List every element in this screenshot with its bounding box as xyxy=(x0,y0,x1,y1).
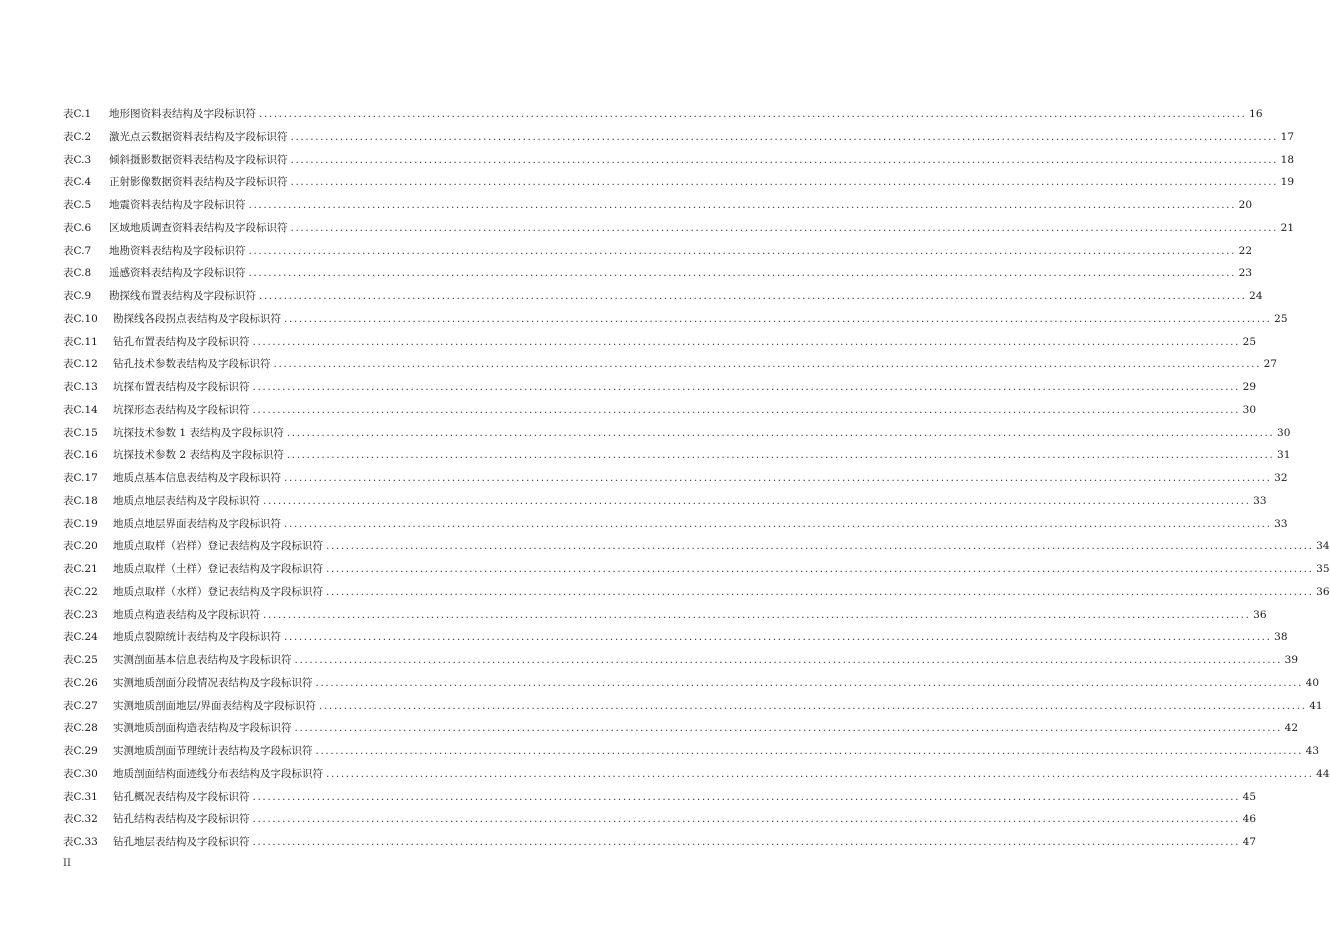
toc-leader-dots: ........................................................................................................................................................................................................ xyxy=(263,608,1251,621)
toc-entry-page: 27 xyxy=(1263,358,1278,371)
toc-entry-number: 表C.28 xyxy=(63,722,98,735)
toc-leader-dots: ........................................................................................................................................................................................................ xyxy=(252,381,1241,393)
toc-entry-page: 35 xyxy=(1316,563,1330,575)
toc-entry-page: 24 xyxy=(1249,290,1263,302)
toc-leader-dots: ........................................................................................................................................................................................................ xyxy=(326,585,1314,598)
toc-entry-number: 表C.18 xyxy=(63,494,98,507)
toc-entry-number: 表C.11 xyxy=(63,335,98,348)
toc-entry-page: 29 xyxy=(1242,381,1257,393)
toc-entry-page: 16 xyxy=(1249,108,1263,120)
toc-entry-page: 17 xyxy=(1280,130,1295,143)
toc-entry-number: 表C.7 xyxy=(63,244,92,257)
toc-entry-number: 表C.13 xyxy=(63,381,98,393)
toc-entry-page: 25 xyxy=(1242,335,1257,348)
toc-leader-dots: ........................................................................................................................................................................................................ xyxy=(284,472,1272,484)
toc-entry-title: 钻孔地层表结构及字段标识符 xyxy=(113,836,250,848)
toc-entry-title: 坑探布置表结构及字段标识符 xyxy=(113,381,250,393)
toc-entry-number: 表C.26 xyxy=(63,676,98,689)
toc-entry-page: 23 xyxy=(1238,267,1253,280)
toc-entry[interactable] xyxy=(63,240,1253,263)
toc-entry[interactable] xyxy=(63,808,1257,831)
toc-entry-title: 坑探技术参数 1 表结构及字段标识符 xyxy=(113,426,284,439)
toc-entry-number: 表C.10 xyxy=(63,312,98,325)
toc-entry-number: 表C.3 xyxy=(63,153,92,166)
toc-entry[interactable] xyxy=(63,695,1323,718)
toc-leader-dots: ........................................................................................................................................................................................................ xyxy=(284,517,1272,530)
toc-entry-title: 地质点取样（岩样）登记表结构及字段标识符 xyxy=(113,540,323,553)
toc-entry-number: 表C.32 xyxy=(63,813,98,826)
toc-entry[interactable] xyxy=(63,149,1295,172)
toc-leader-dots: ........................................................................................................................................................................................................ xyxy=(315,745,1304,757)
toc-entry[interactable] xyxy=(63,399,1257,422)
toc-entry-number: 表C.22 xyxy=(63,585,98,598)
toc-entry[interactable] xyxy=(63,535,1330,558)
toc-entry-title: 地勘资料表结构及字段标识符 xyxy=(109,244,246,257)
toc-entry-title: 地质剖面结构面迹线分布表结构及字段标识符 xyxy=(113,767,323,780)
toc-entry[interactable] xyxy=(63,285,1263,308)
toc-entry-title: 地质点基本信息表结构及字段标识符 xyxy=(113,472,281,484)
toc-entry-title: 地震资料表结构及字段标识符 xyxy=(109,199,246,211)
toc-entry[interactable] xyxy=(63,717,1299,740)
toc-entry-number: 表C.14 xyxy=(63,403,98,416)
toc-entry-page: 31 xyxy=(1277,449,1291,462)
toc-leader-dots: ........................................................................................................................................................................................................ xyxy=(248,267,1237,280)
toc-leader-dots: ........................................................................................................................................................................................................ xyxy=(319,699,1307,712)
toc-entry-number: 表C.31 xyxy=(63,790,98,803)
toc-entry-title: 遥感资料表结构及字段标识符 xyxy=(109,267,246,280)
toc-leader-dots: ........................................................................................................................................................................................................ xyxy=(248,244,1237,257)
toc-entry[interactable] xyxy=(63,262,1253,285)
toc-leader-dots: ........................................................................................................................................................................................................ xyxy=(252,813,1241,826)
page-number: II xyxy=(63,858,71,869)
toc-entry-title: 钻孔结构表结构及字段标识符 xyxy=(113,813,250,826)
toc-entry-page: 42 xyxy=(1284,722,1299,735)
toc-leader-dots: ........................................................................................................................................................................................................ xyxy=(248,199,1237,211)
toc-entry-page: 46 xyxy=(1242,813,1257,826)
toc-entry-number: 表C.27 xyxy=(63,699,98,712)
toc-entry-number: 表C.20 xyxy=(63,540,98,553)
toc-entry-title: 地质点裂隙统计表结构及字段标识符 xyxy=(113,631,281,644)
toc-leader-dots: ........................................................................................................................................................................................................ xyxy=(259,108,1247,120)
toc-entry-number: 表C.19 xyxy=(63,517,98,530)
toc-entry-page: 36 xyxy=(1253,608,1267,621)
toc-entry[interactable] xyxy=(63,353,1278,376)
toc-entry-number: 表C.1 xyxy=(63,108,92,120)
toc-entry[interactable] xyxy=(63,604,1267,627)
toc-entry-number: 表C.29 xyxy=(63,745,98,757)
toc-entry-title: 钻孔概况表结构及字段标识符 xyxy=(113,790,250,803)
toc-leader-dots: ........................................................................................................................................................................................................ xyxy=(290,130,1279,143)
toc-entry-number: 表C.16 xyxy=(63,449,98,462)
toc-entry-page: 21 xyxy=(1280,221,1295,234)
toc-entry-page: 40 xyxy=(1305,676,1320,689)
toc-entry[interactable] xyxy=(63,467,1288,490)
toc-entry[interactable] xyxy=(63,740,1320,763)
toc-entry[interactable] xyxy=(63,194,1253,217)
toc-entry[interactable] xyxy=(63,308,1288,331)
toc-entry-number: 表C.4 xyxy=(63,176,92,189)
toc-entry[interactable] xyxy=(63,626,1288,649)
toc-entry-title: 倾斜摄影数据资料表结构及字段标识符 xyxy=(109,153,288,166)
toc-entry-page: 30 xyxy=(1242,403,1257,416)
toc-entry[interactable] xyxy=(63,558,1330,581)
toc-entry-title: 坑探形态表结构及字段标识符 xyxy=(113,403,250,416)
toc-entry-page: 33 xyxy=(1274,517,1288,530)
toc-entry-title: 钻孔布置表结构及字段标识符 xyxy=(113,335,250,348)
toc-entry-number: 表C.17 xyxy=(63,472,98,484)
toc-entry-number: 表C.2 xyxy=(63,130,92,143)
toc-entry-title: 地质点取样（水样）登记表结构及字段标识符 xyxy=(113,585,323,598)
toc-entry[interactable] xyxy=(63,831,1257,854)
toc-entry-title: 实测地质剖面节理统计表结构及字段标识符 xyxy=(113,745,313,757)
toc-entry-title: 勘探线各段拐点表结构及字段标识符 xyxy=(113,312,281,325)
toc-leader-dots: ........................................................................................................................................................................................................ xyxy=(290,153,1279,166)
toc-entry-page: 30 xyxy=(1277,426,1291,439)
toc-entry-number: 表C.9 xyxy=(63,290,92,302)
toc-entry-page: 19 xyxy=(1280,176,1295,189)
toc-entry-number: 表C.23 xyxy=(63,608,98,621)
toc-entry-title: 区域地质调查资料表结构及字段标识符 xyxy=(109,221,288,234)
toc-leader-dots: ........................................................................................................................................................................................................ xyxy=(273,358,1262,371)
toc-entry-title: 钻孔技术参数表结构及字段标识符 xyxy=(113,358,271,371)
toc-entry[interactable] xyxy=(63,513,1288,536)
toc-leader-dots: ........................................................................................................................................................................................................ xyxy=(284,312,1272,325)
toc-entry[interactable] xyxy=(63,581,1330,604)
toc-entry[interactable] xyxy=(63,672,1320,695)
toc-leader-dots: ........................................................................................................................................................................................................ xyxy=(286,449,1275,462)
toc-leader-dots: ........................................................................................................................................................................................................ xyxy=(286,426,1275,439)
toc-entry[interactable] xyxy=(63,649,1299,672)
toc-entry-number: 表C.30 xyxy=(63,767,98,780)
toc-entry[interactable] xyxy=(63,763,1330,786)
toc-entry-title: 地形图资料表结构及字段标识符 xyxy=(109,108,256,120)
toc-entry-number: 表C.33 xyxy=(63,836,98,848)
toc-entry-title: 实测剖面基本信息表结构及字段标识符 xyxy=(113,654,292,666)
toc-leader-dots: ........................................................................................................................................................................................................ xyxy=(252,403,1241,416)
toc-entry-title: 实测地质剖面分段情况表结构及字段标识符 xyxy=(113,676,313,689)
toc-entry[interactable] xyxy=(63,490,1267,513)
toc-entry[interactable] xyxy=(63,217,1295,240)
toc-leader-dots: ........................................................................................................................................................................................................ xyxy=(259,290,1247,302)
toc-leader-dots: ........................................................................................................................................................................................................ xyxy=(326,767,1314,780)
toc-entry-title: 实测地质剖面地层/界面表结构及字段标识符 xyxy=(113,699,317,712)
toc-entry-title: 地质点取样（土样）登记表结构及字段标识符 xyxy=(113,563,323,575)
toc-entry-number: 表C.24 xyxy=(63,631,98,644)
toc-leader-dots: ........................................................................................................................................................................................................ xyxy=(252,335,1241,348)
toc-leader-dots: ........................................................................................................................................................................................................ xyxy=(252,836,1241,848)
toc-entry[interactable] xyxy=(63,786,1257,809)
toc-entry-page: 34 xyxy=(1316,540,1330,553)
toc-entry-number: 表C.25 xyxy=(63,654,98,666)
toc-entry-page: 33 xyxy=(1253,494,1267,507)
toc-entry-page: 38 xyxy=(1274,631,1288,644)
toc-entry-page: 32 xyxy=(1274,472,1288,484)
toc-entry-number: 表C.15 xyxy=(63,426,98,439)
toc-leader-dots: ........................................................................................................................................................................................................ xyxy=(326,563,1314,575)
toc-entry-page: 44 xyxy=(1316,767,1330,780)
toc-entry-page: 22 xyxy=(1238,244,1253,257)
toc-entry-title: 坑探技术参数 2 表结构及字段标识符 xyxy=(113,449,284,462)
toc-entry[interactable] xyxy=(63,376,1257,399)
table-of-contents xyxy=(63,103,1330,854)
toc-entry-page: 47 xyxy=(1242,836,1257,848)
toc-entry-number: 表C.12 xyxy=(63,358,98,371)
toc-entry-page: 39 xyxy=(1284,654,1299,666)
toc-entry-title: 勘探线布置表结构及字段标识符 xyxy=(109,290,256,302)
toc-entry-title: 激光点云数据资料表结构及字段标识符 xyxy=(109,130,288,143)
toc-entry[interactable] xyxy=(63,444,1291,467)
toc-entry-title: 地质点构造表结构及字段标识符 xyxy=(113,608,260,621)
toc-entry-number: 表C.8 xyxy=(63,267,92,280)
toc-entry-title: 正射影像数据资料表结构及字段标识符 xyxy=(109,176,288,189)
toc-entry[interactable] xyxy=(63,331,1257,354)
toc-entry-page: 43 xyxy=(1305,745,1320,757)
toc-entry-page: 41 xyxy=(1309,699,1323,712)
toc-leader-dots: ........................................................................................................................................................................................................ xyxy=(284,631,1272,644)
toc-entry-title: 实测地质剖面构造表结构及字段标识符 xyxy=(113,722,292,735)
toc-entry-page: 36 xyxy=(1316,585,1330,598)
toc-leader-dots: ........................................................................................................................................................................................................ xyxy=(326,540,1314,553)
toc-entry[interactable] xyxy=(63,422,1291,445)
toc-leader-dots: ........................................................................................................................................................................................................ xyxy=(294,722,1283,735)
toc-entry-title: 地质点地层表结构及字段标识符 xyxy=(113,494,260,507)
toc-entry-page: 20 xyxy=(1238,199,1253,211)
toc-entry-page: 25 xyxy=(1274,312,1288,325)
toc-entry-number: 表C.6 xyxy=(63,221,92,234)
toc-entry[interactable] xyxy=(63,103,1263,126)
toc-entry-page: 18 xyxy=(1280,153,1295,166)
toc-entry-number: 表C.21 xyxy=(63,563,98,575)
toc-leader-dots: ........................................................................................................................................................................................................ xyxy=(290,176,1279,189)
toc-entry-number: 表C.5 xyxy=(63,199,92,211)
toc-entry[interactable] xyxy=(63,126,1295,149)
toc-entry-title: 地质点地层界面表结构及字段标识符 xyxy=(113,517,281,530)
toc-leader-dots: ........................................................................................................................................................................................................ xyxy=(294,654,1283,666)
toc-leader-dots: ........................................................................................................................................................................................................ xyxy=(315,676,1304,689)
toc-leader-dots: ........................................................................................................................................................................................................ xyxy=(252,790,1241,803)
toc-entry[interactable] xyxy=(63,171,1295,194)
toc-entry-page: 45 xyxy=(1242,790,1257,803)
toc-leader-dots: ........................................................................................................................................................................................................ xyxy=(263,494,1251,507)
toc-leader-dots: ........................................................................................................................................................................................................ xyxy=(290,221,1279,234)
